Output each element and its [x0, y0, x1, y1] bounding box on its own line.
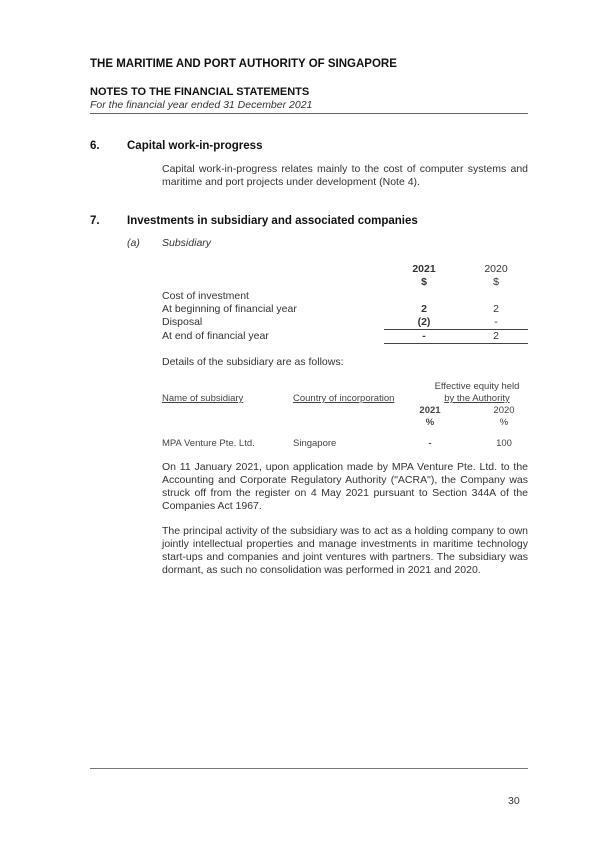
equity-col-2020: 2020: [493, 405, 515, 416]
total-rule: [384, 343, 528, 344]
equity-unit-2021: %: [425, 417, 435, 428]
note6-title: Capital work-in-progress: [127, 140, 263, 152]
col-unit-2021: $: [421, 276, 427, 288]
subsidiary-country: Singapore: [293, 438, 337, 449]
row-disposal-2021: (2): [417, 316, 431, 328]
subsection-label: (a): [127, 237, 140, 249]
note6-number: 6.: [90, 140, 100, 152]
row-beginning-2020: 2: [493, 303, 499, 315]
col-header-2021: 2021: [412, 263, 436, 275]
row-end-2020: 2: [493, 330, 499, 342]
footer-rule: [90, 768, 528, 769]
subsidiary-name: MPA Venture Pte. Ltd.: [162, 438, 255, 449]
period-subtitle: For the financial year ended 31 December 2021: [90, 99, 313, 111]
row-label-cost: Cost of investment: [162, 290, 249, 302]
col-header-country: Country of incorporation: [293, 393, 395, 404]
note7-title: Investments in subsidiary and associated companies: [127, 215, 418, 227]
row-beginning-2021: 2: [421, 303, 427, 315]
row-label-disposal: Disposal: [162, 316, 203, 328]
header-rule: [90, 113, 528, 114]
row-end-2021: -: [422, 330, 426, 342]
col-header-2020: 2020: [484, 263, 508, 275]
section-title: NOTES TO THE FINANCIAL STATEMENTS: [90, 86, 310, 98]
row-label-beginning: At beginning of financial year: [162, 303, 297, 315]
note6-body: Capital work-in-progress relates mainly to the cost of computer systems and maritime and port projects under development (Note 4).: [162, 163, 528, 188]
details-intro: Details of the subsidiary are as follows:: [162, 356, 344, 368]
page-number: 30: [508, 795, 520, 807]
subsidiary-equity-2021: -: [428, 438, 432, 449]
equity-col-2021: 2021: [419, 405, 441, 416]
subsection-title: Subsidiary: [162, 237, 212, 249]
organization-title: THE MARITIME AND PORT AUTHORITY OF SINGAPORE: [90, 58, 397, 70]
row-disposal-2020: -: [494, 316, 498, 328]
strike-off-paragraph: On 11 January 2021, upon application made by MPA Venture Pte. Ltd. to the Accounting and Corporate Regulatory Authority ("ACRA"), the Company was struck off from the register on 4 May 2021 pursuant to Section 344A of the Companies Act 1967.: [162, 461, 528, 512]
principal-activity-paragraph: The principal activity of the subsidiary was to act as a holding company to own jointly intellectual properties and manage investments in maritime technology start-ups and companies and joint ventures with partners. The subsidiary was dormant, as such no consolidation was performed in 2021 and 2020.: [162, 525, 528, 576]
equity-header-line2: by the Authority: [444, 393, 510, 404]
row-label-end: At end of financial year: [162, 330, 269, 342]
equity-header-line1: Effective equity held: [434, 381, 520, 392]
subsidiary-equity-2020: 100: [496, 438, 512, 449]
equity-unit-2020: %: [499, 417, 509, 428]
col-unit-2020: $: [493, 276, 499, 288]
col-header-name: Name of subsidiary: [162, 393, 244, 404]
note7-number: 7.: [90, 215, 100, 227]
